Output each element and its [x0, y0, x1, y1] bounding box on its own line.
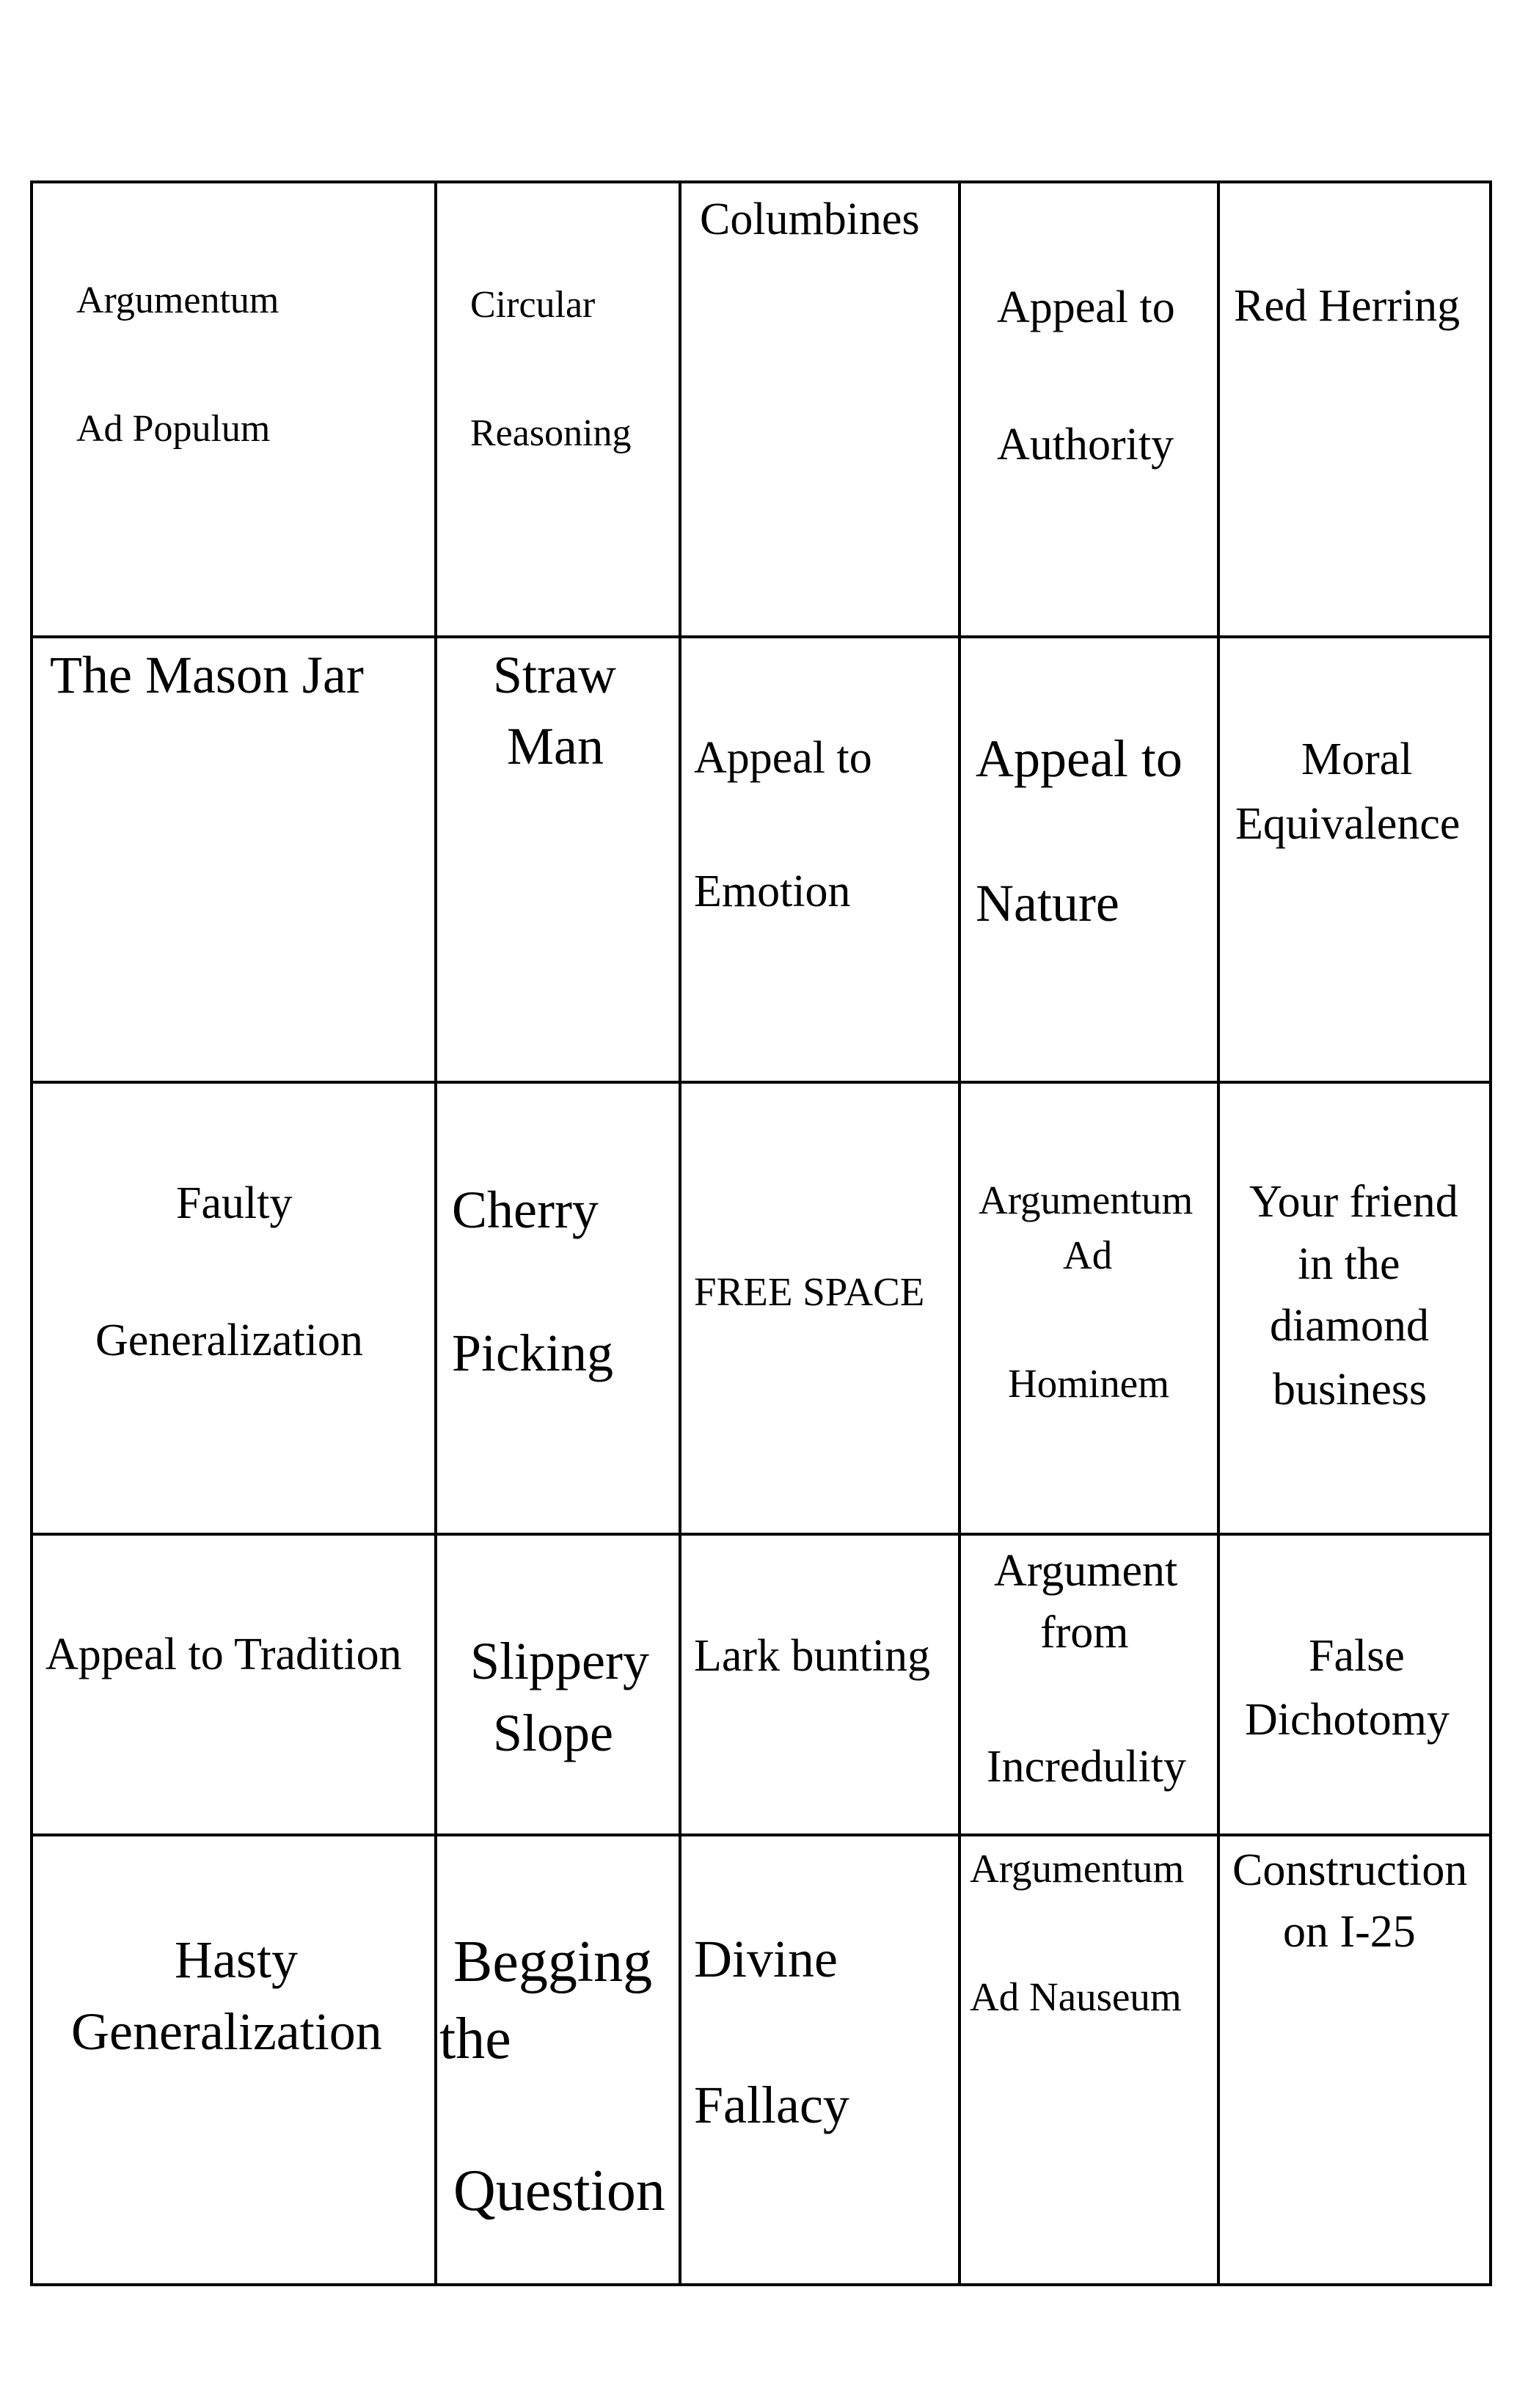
- cell-text-line: Slope: [493, 1704, 614, 1762]
- cell-text-line: Slippery: [470, 1632, 649, 1690]
- cell-text-line: Fallacy: [694, 2076, 849, 2134]
- cell-text-line: Your friend: [1249, 1177, 1458, 1227]
- cell-text-line: Appeal to: [997, 282, 1175, 332]
- row-divider: [33, 1834, 1489, 1836]
- cell-text-line: Equivalence: [1235, 799, 1461, 849]
- cell-text-line: Argumentum: [970, 1846, 1185, 1891]
- cell-text-line: Cherry: [452, 1181, 599, 1239]
- cell-text-line: Straw: [493, 646, 616, 704]
- cell-text-line: FREE SPACE: [694, 1269, 925, 1314]
- cell-text-line: from: [1040, 1608, 1129, 1657]
- cell-text-line: in the: [1298, 1239, 1400, 1289]
- cell-text-line: Columbines: [700, 194, 920, 244]
- cell-text-line: Authority: [997, 420, 1174, 470]
- cell-text-line: Generalization: [95, 1316, 363, 1365]
- cell-text-line: Hominem: [1008, 1361, 1169, 1406]
- cell-text-line: diamond: [1270, 1301, 1429, 1351]
- row-divider: [33, 1081, 1489, 1084]
- cell-text-line: on I-25: [1283, 1907, 1416, 1957]
- cell-text-line: Generalization: [71, 2002, 382, 2061]
- cell-text-line: Incredulity: [987, 1742, 1187, 1792]
- cell-text-line: Dichotomy: [1245, 1695, 1450, 1745]
- cell-text-line: Ad Nauseum: [970, 1974, 1182, 2019]
- cell-text-line: Construction: [1232, 1845, 1468, 1895]
- cell-text-line: Lark bunting: [694, 1631, 930, 1681]
- cell-text-line: Appeal to: [976, 729, 1182, 788]
- column-divider: [679, 183, 681, 2283]
- cell-text-line: Appeal to Tradition: [45, 1630, 402, 1679]
- cell-text-line: Hasty: [175, 1930, 298, 1989]
- cell-text-line: Divine: [694, 1930, 838, 1988]
- column-divider: [1217, 183, 1220, 2283]
- cell-text-line: Moral: [1301, 734, 1413, 784]
- cell-text-line: Begging: [453, 1930, 653, 1994]
- row-divider: [33, 635, 1489, 638]
- cell-text-line: Argument: [994, 1546, 1178, 1596]
- cell-text-line: business: [1273, 1365, 1428, 1415]
- cell-text-line: Question: [453, 2159, 665, 2223]
- cell-text-line: Ad Populum: [76, 408, 271, 450]
- cell-text-line: The Mason Jar: [50, 646, 364, 704]
- cell-text-line: Nature: [976, 874, 1119, 933]
- cell-text-line: Picking: [452, 1324, 614, 1382]
- cell-text-line: False: [1309, 1631, 1405, 1681]
- cell-text-line: Emotion: [694, 866, 851, 916]
- cell-text-line: Argumentum: [979, 1178, 1193, 1222]
- cell-text-line: Appeal to: [694, 733, 872, 783]
- cell-text-line: Argumentum: [76, 280, 279, 321]
- column-divider: [958, 183, 961, 2283]
- cell-text-line: Man: [507, 717, 604, 776]
- cell-text-line: Circular: [470, 284, 596, 326]
- row-divider: [33, 1533, 1489, 1536]
- cell-text-line: Faulty: [176, 1178, 293, 1228]
- cell-text-line: the: [439, 2007, 511, 2071]
- cell-text-line: Reasoning: [470, 412, 632, 454]
- column-divider: [434, 183, 437, 2283]
- cell-text-line: Red Herring: [1234, 281, 1461, 331]
- cell-text-line: Ad: [1063, 1233, 1113, 1277]
